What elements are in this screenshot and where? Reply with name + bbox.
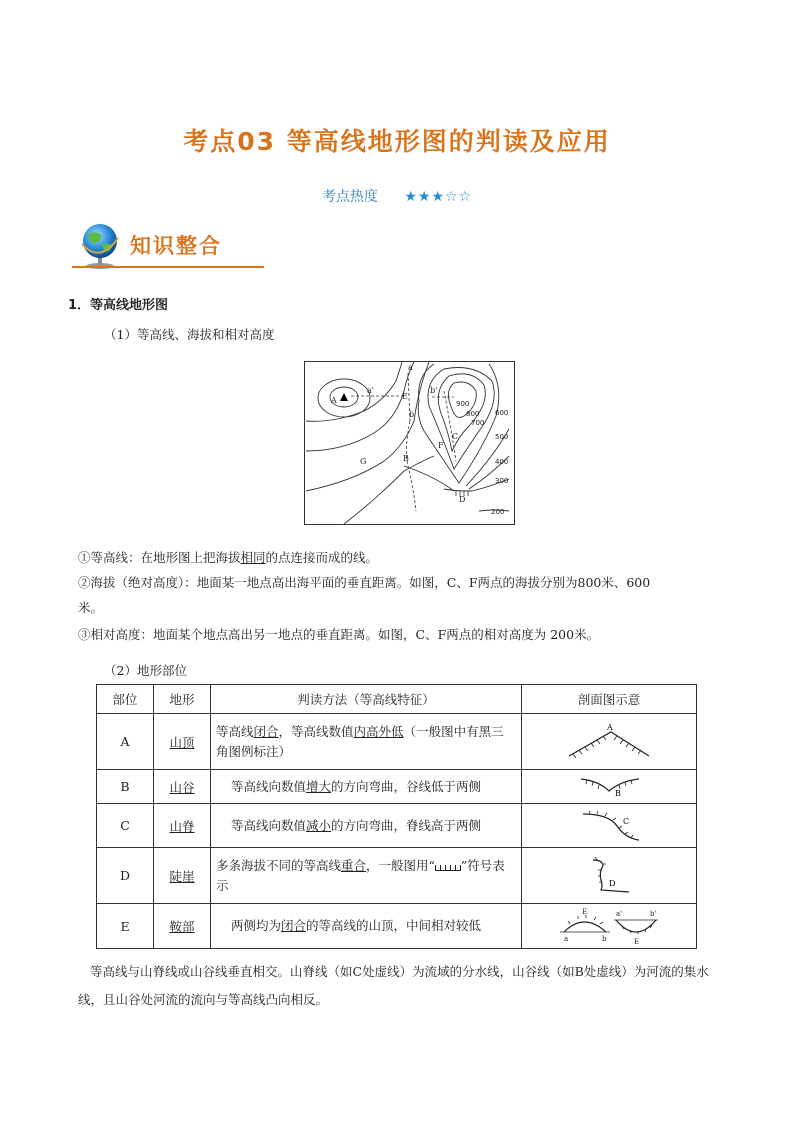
cell-profile: [522, 804, 697, 848]
cell-terrain: 山顶: [154, 714, 211, 770]
contour-value: 900: [456, 400, 470, 408]
map-label: F: [438, 441, 444, 450]
profile-label: a: [564, 935, 569, 943]
subsection-heading: （2）地形部位: [104, 663, 187, 678]
table-header: 判读方法（等高线特征）: [211, 685, 522, 714]
banner-underline: [72, 266, 264, 268]
cell-terrain: 陡崖: [154, 848, 211, 904]
cell-method: 两侧均为闭合的等高线的山顶，中间相对较低: [211, 904, 522, 949]
cell-position: D: [97, 848, 154, 904]
map-label: G: [360, 457, 367, 466]
cell-profile: [522, 714, 697, 770]
profile-label: D: [609, 878, 616, 888]
definition-contour: ①等高线：在地形图上把海拔相同的点连接而成的线。: [78, 550, 379, 565]
profile-label: b': [650, 910, 657, 918]
map-label: b: [409, 410, 415, 419]
definition-altitude: ②海拔（绝对高度）：地面某一地点高出海平面的垂直距离。如图，C、F两点的海拔分别为800米、600: [78, 575, 651, 590]
heat-label: 考点热度: [321, 189, 378, 205]
peak-profile-sketch: [559, 720, 659, 764]
map-label: b': [430, 386, 438, 395]
profile-label: A: [607, 722, 613, 732]
profile-label: C: [623, 816, 630, 826]
subsection-heading: （1）等高线、海拔和相对高度: [104, 327, 275, 342]
table-row: [97, 770, 697, 804]
cell-method: 多条海拔不同的等高线重合，一般图用“ ”符号表示: [211, 848, 522, 904]
table-header: 部位: [97, 685, 154, 714]
cell-profile: [522, 848, 697, 904]
definition-relative-height: ③相对高度：地面某个地点高出另一地点的垂直距离。如图，C、F两点的相对高度为 200米。: [78, 627, 600, 642]
table-header: 地形: [154, 685, 211, 714]
table-row: [97, 804, 697, 848]
cell-method: 等高线向数值增大的方向弯曲，谷线低于两侧: [211, 770, 522, 804]
cell-profile: [522, 770, 697, 804]
contour-value: 500: [495, 433, 509, 441]
cell-position: E: [97, 904, 154, 949]
map-label: C: [452, 432, 459, 441]
cell-method: 等高线闭合，等高线数值内高外低（一般图中有黑三角图例标注）: [211, 714, 522, 770]
map-label: B: [403, 454, 409, 463]
table-header: 剖面图示意: [522, 685, 697, 714]
map-label: D: [459, 495, 466, 504]
table-row: [97, 714, 697, 770]
contour-value: 800: [466, 410, 480, 418]
cell-terrain: 山脊: [154, 804, 211, 848]
cell-terrain: 鞍部: [154, 904, 211, 949]
contour-value: 300: [495, 477, 509, 485]
table-row: [97, 904, 697, 949]
cell-method: 等高线向数值减小的方向弯曲，脊线高于两侧: [211, 804, 522, 848]
ridge-profile-sketch: [559, 808, 659, 844]
cell-terrain: 山谷: [154, 770, 211, 804]
map-label: A: [331, 396, 337, 405]
table-header-row: [97, 685, 697, 714]
cell-position: C: [97, 804, 154, 848]
cell-profile: [522, 904, 697, 949]
cliff-profile-sketch: [559, 854, 659, 898]
summary-paragraph: 等高线与山脊线或山谷线垂直相交。山脊线（如C处虚线）为流域的分水线，山谷线（如B处虚线）为河流的集水线，且山谷处河流的流向与等高线凸向相反。: [78, 964, 709, 1007]
contour-value: 200: [491, 508, 505, 516]
page-title: 考点03 等高线地形图的判读及应用: [183, 127, 611, 156]
cell-position: A: [97, 714, 154, 770]
profile-label: E: [634, 938, 640, 946]
heat-rating: [0, 186, 794, 206]
profile-label: b: [602, 935, 607, 943]
cliff-symbol-icon: [435, 862, 461, 871]
contour-value: 600: [495, 409, 509, 417]
profile-label: B: [615, 788, 621, 798]
map-label: E: [402, 392, 408, 401]
banner-title: 知识整合: [130, 234, 222, 258]
map-label: a: [408, 363, 413, 372]
globe-icon: [74, 220, 126, 270]
contour-map: [304, 361, 515, 525]
profile-label: a': [616, 910, 623, 918]
saddle-profile-sketch: [554, 906, 664, 946]
section-heading: 1．等高线地形图: [68, 298, 169, 313]
definition-altitude-cont: 米。: [78, 600, 104, 615]
cell-position: B: [97, 770, 154, 804]
contour-value: 400: [495, 458, 509, 466]
section-banner: [68, 218, 264, 270]
star-rating: ★★★☆☆: [404, 189, 473, 205]
contour-value: 700: [471, 419, 485, 427]
terrain-table: [96, 684, 697, 949]
profile-label: E: [582, 908, 588, 916]
valley-profile-sketch: [559, 773, 659, 801]
map-label: a': [367, 386, 374, 395]
table-row: [97, 848, 697, 904]
